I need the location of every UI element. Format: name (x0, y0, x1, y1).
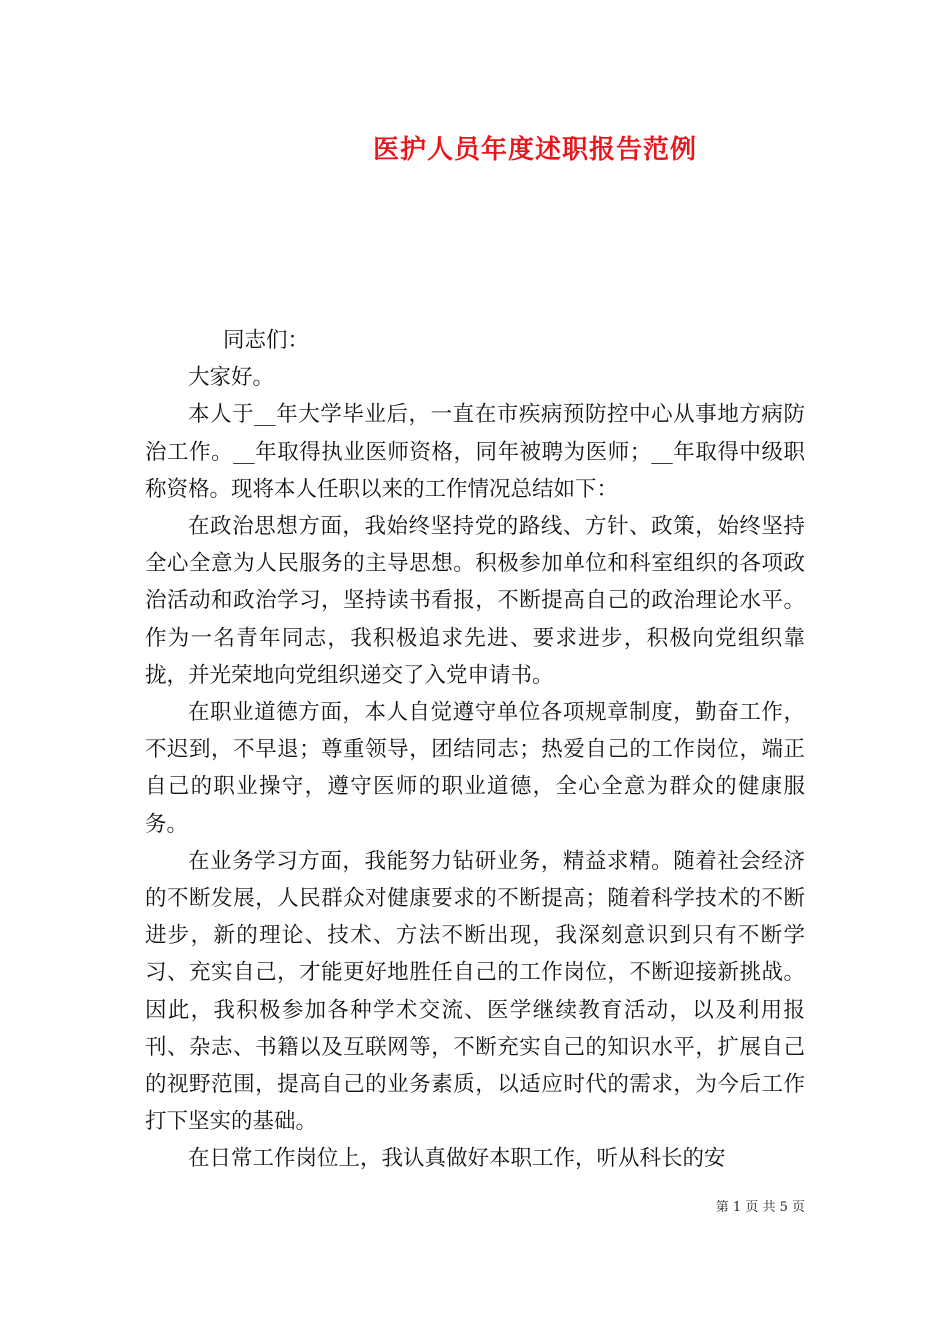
greeting: 大家好。 (188, 365, 275, 391)
document-title: 医护人员年度述职报告范例 (372, 135, 697, 165)
paragraph-political: 在政治思想方面，我始终坚持党的路线、方针、政策，始终坚持全心全意为人民服务的主导思想。积极参加单位和科室组织的各项政治活动和政治学习，坚持读书看报，不断提高自己的政治理论水平。作为一名青年同志，我积极追求先进、要求进步，积极向党组织靠拢，并光荣地向党组织递交了入党申请书。 (145, 514, 805, 688)
document-body (145, 322, 805, 1178)
paragraph-study: 在业务学习方面，我能努力钻研业务，精益求精。随着社会经济的不断发展，人民群众对健康要求的不断提高；随着科学技术的不断进步，新的理论、技术、方法不断出现，我深刻意识到只有不断学习、充实自己，才能更好地胜任自己的工作岗位，不断迎接新挑战。因此，我积极参加各种学术交流、医学继续教育活动，以及利用报刊、杂志、书籍以及互联网等，不断充实自己的知识水平，扩展自己的视野范围，提高自己的业务素质，以适应时代的需求，为今后工作打下坚实的基础。 (145, 848, 805, 1135)
paragraph-daily-work: 在日常工作岗位上，我认真做好本职工作，听从科长的安 (188, 1146, 726, 1172)
paragraph-ethics: 在职业道德方面，本人自觉遵守单位各项规章制度，勤奋工作，不迟到，不早退；尊重领导，团结同志；热爱自己的工作岗位，端正自己的职业操守，遵守医师的职业道德，全心全意为群众的健康服务。 (145, 700, 805, 837)
paragraph-intro: 本人于__年大学毕业后，一直在市疾病预防控中心从事地方病防治工作。__年取得执业医师资格，同年被聘为医师；__年取得中级职称资格。现将本人任职以来的工作情况总结如下： (145, 402, 805, 502)
page-number: 第 1 页 共 5 页 (715, 1200, 805, 1215)
salutation: 同志们： (223, 328, 310, 353)
